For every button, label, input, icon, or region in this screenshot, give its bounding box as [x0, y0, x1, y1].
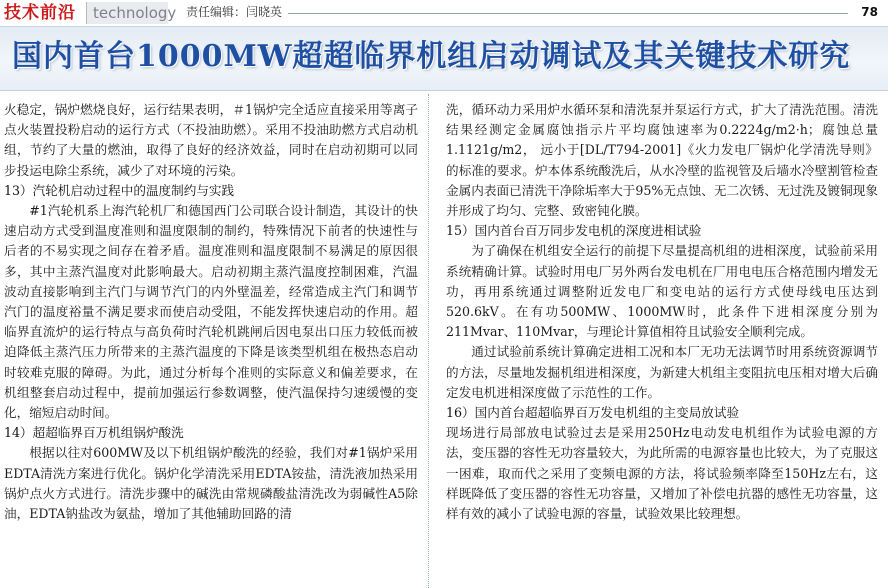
right-paragraph-1: 洗，循环动力采用炉水循环泵和清洗泵并泵运行方式，扩大了清洗范围。清洗结果经测定金属腐蚀指示片平均腐蚀速率为0.2224g/m2·h；腐蚀总量1.1121g/m2， 远小于[DL/T794-2001]《火力发电厂锅炉化学清洗导则》的标准的要求。炉本体系统酸洗后，从水冷壁的监视管及后墙水冷壁割管检查金属内表面已清洗干净除垢率大于95%无点蚀、无二次锈、无过洗及镀铜现象并形成了均匀、完整、致密钝化膜。: [446, 102, 878, 219]
left-paragraph-1: 火稳定，锅炉燃烧良好，运行结果表明，＃1锅炉完全适应直接采用等离子点火装置投粉启动的运行方式（不投油助燃）。采用不投油助燃方式启动机组，节约了大量的燃油，取得了良好的经济效益，同时在启动初期可以同步投运电除尘系统，减少了对环境的污染。: [4, 102, 418, 178]
article-title: 国内首台1000MW超超临界机组启动调试及其关键技术研究: [12, 39, 851, 74]
page-header: [0, 0, 888, 27]
left-column: [4, 100, 418, 524]
section-name: 技术前沿: [4, 3, 76, 23]
right-paragraph-3: 通过试验前系统计算确定进相工况和本厂无功无法调节时用系统资源调节的方法，尽量地发掘机组进相深度，为新建大机组主变阻抗电压相对增大后确定发电机进相深度做了示范性的工作。: [446, 344, 878, 400]
section-name-english: technology: [86, 2, 168, 24]
page-number: 78: [861, 5, 878, 19]
section-heading-13: 13）汽轮机启动过程中的温度制约与实践: [4, 182, 235, 198]
editor-name: 责任编辑：闫晓英: [186, 5, 283, 19]
title-band: [0, 27, 888, 91]
left-paragraph-2: #1汽轮机系上海汽轮机厂和德国西门公司联合设计制造，其设计的快速启动方式受到温度准则和温度限制的制约，特殊情况下前者的快速性与后者的不易实现之间存在着矛盾。温度准则和温度限制不易满足的原因很多，其中主蒸汽温度对此影响最大。启动初期主蒸汽温度控制困难，汽温波动直接影响到主汽门与调节汽门的内外壁温差，经常造成主汽门和调节汽门的温度裕量不满足要求而使启动受阻，不能发挥快速启动的作用。超临界直流炉的运行特点与高负荷时汽轮机跳闸后因电泵出口压力较低而被迫降低主蒸汽压力所带来的主蒸汽温度的下降是该类型机组在极热态启动时较难克服的障碍。为此，通过分析每个准则的实际意义和偏差要求，在机组整套启动过程中，提前加强运行参数调整，使汽温保持匀速缓慢的变化，缩短启动时间。: [4, 203, 418, 421]
header-rule: [288, 3, 848, 14]
section-heading-16: 16）国内首台超超临界百万发电机组的主变局放试验: [446, 405, 740, 421]
section-heading-14: 14）超超临界百万机组锅炉酸洗: [4, 425, 184, 441]
right-column: [446, 100, 878, 524]
right-paragraph-2: 为了确保在机组安全运行的前提下尽量提高机组的进相深度，试验前采用系统精确计算。试验时用电厂另外两台发电机在厂用电电压合格范围内增发无功，再用系统通过调整附近发电厂和变电站的运行方式使母线电压达到520.6kV。在有功500MW、1000MW时，此条件下进相深度分别为211Mvar、110Mvar，与理论计算值相符且试验安全顺利完成。: [446, 243, 878, 340]
right-paragraph-4: 现场进行局部放电试验过去是采用250Hz电动发电机组作为试验电源的方法，变压器的容性无功容量较大，为此所需的电源容量也比较大，为了克服这一困难，取而代之采用了变频电源的方法，将试验频率降至150Hz左右，这样既降低了变压器的容性无功容量，又增加了补偿电抗器的感性无功容量，这样有效的减小了试验电源的容量，试验效果比较理想。: [446, 425, 878, 522]
editor-credit: [186, 3, 848, 21]
section-heading-15: 15）国内首台百万同步发电机的深度进相试验: [446, 223, 702, 239]
left-paragraph-3: 根据以往对600MW及以下机组锅炉酸洗的经验，我们对#1锅炉采用EDTA清洗方案进行优化。锅炉化学清洗采用EDTA铵盐，清洗液加热采用锅炉点火方式进行。清洗步骤中的碱洗由常规磷酸盐清洗改为弱碱性A5除油，EDTA钠盐改为氨盐，增加了其他辅助回路的清: [4, 445, 418, 522]
column-divider: [428, 94, 430, 588]
